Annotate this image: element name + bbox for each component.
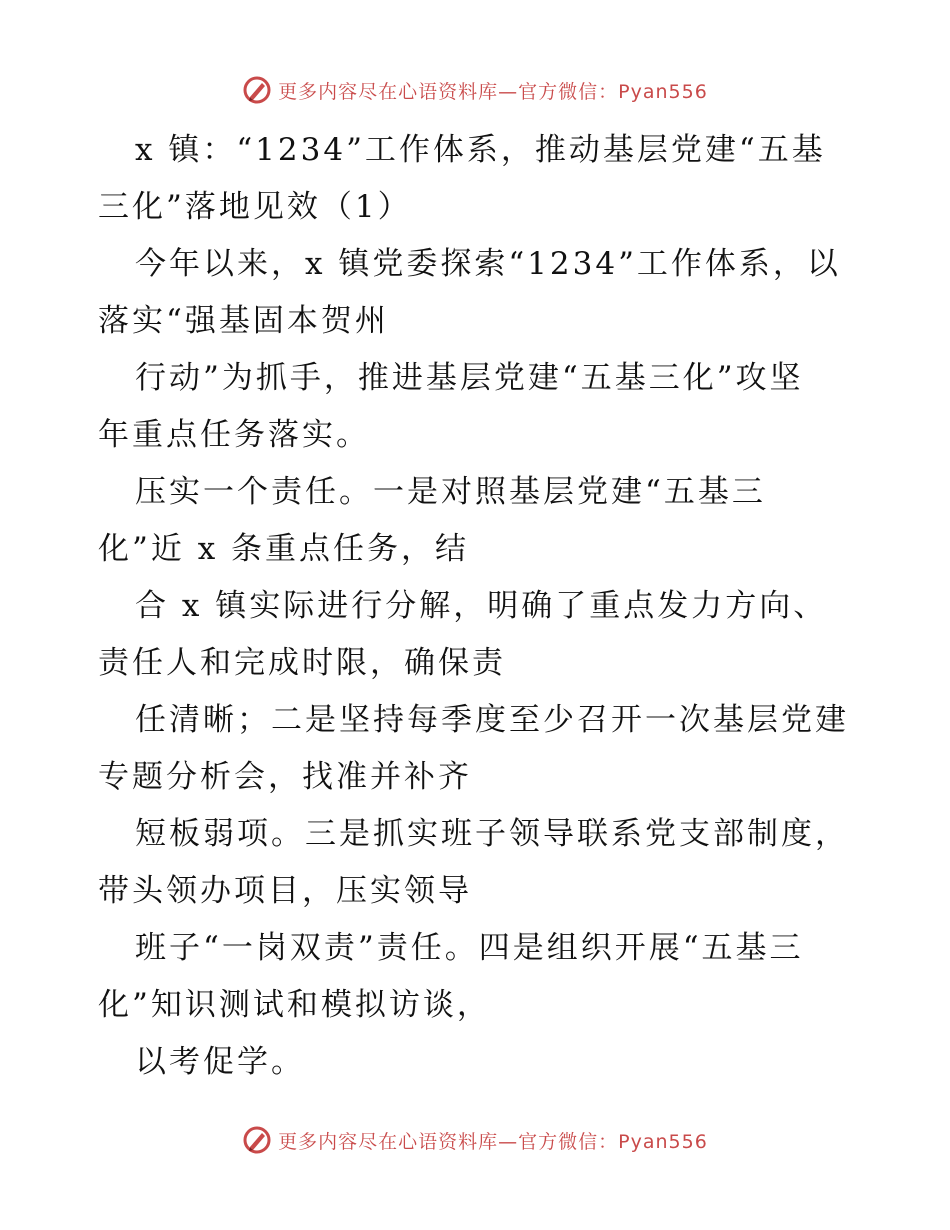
doc-line: 落实“强基固本贺州 — [98, 303, 389, 339]
doc-line: 三化”落地见效（1） — [98, 189, 412, 225]
doc-line: 短板弱项。三是抓实班子领导联系党支部制度， — [135, 816, 849, 852]
doc-line: 责任人和完成时限，确保责 — [98, 645, 506, 681]
doc-line: 合 x 镇实际进行分解，明确了重点发力方向、 — [135, 588, 828, 624]
doc-line: 专题分析会，找准并补齐 — [98, 759, 472, 795]
doc-line: x 镇：“1234”工作体系，推动基层党建“五基 — [135, 132, 826, 168]
header-banner-text: 更多内容尽在心语资料库—官方微信：Pyan556 — [278, 80, 708, 103]
doc-line: 任清晰；二是坚持每季度至少召开一次基层党建 — [135, 702, 849, 738]
doc-line: 年重点任务落实。 — [98, 417, 370, 453]
doc-line: 压实一个责任。一是对照基层党建“五基三 — [135, 474, 766, 510]
footer-banner-text: 更多内容尽在心语资料库—官方微信：Pyan556 — [278, 1130, 708, 1153]
document-body — [98, 122, 858, 1091]
footer-banner — [0, 1120, 950, 1160]
doc-line: 化”近 x 条重点任务，结 — [98, 531, 470, 567]
red-pen-circle-logo-icon — [242, 75, 272, 105]
doc-line: 化”知识测试和模拟访谈， — [98, 987, 491, 1023]
header-banner — [0, 70, 950, 110]
doc-line: 以考促学。 — [135, 1044, 305, 1080]
doc-line: 带头领办项目，压实领导 — [98, 873, 472, 909]
doc-line: 行动”为抓手，推进基层党建“五基三化”攻坚 — [135, 360, 804, 396]
doc-line: 班子“一岗双责”责任。四是组织开展“五基三 — [135, 930, 804, 966]
red-pen-circle-logo-icon — [242, 1125, 272, 1155]
doc-line: 今年以来，x 镇党委探索“1234”工作体系，以 — [135, 246, 841, 282]
